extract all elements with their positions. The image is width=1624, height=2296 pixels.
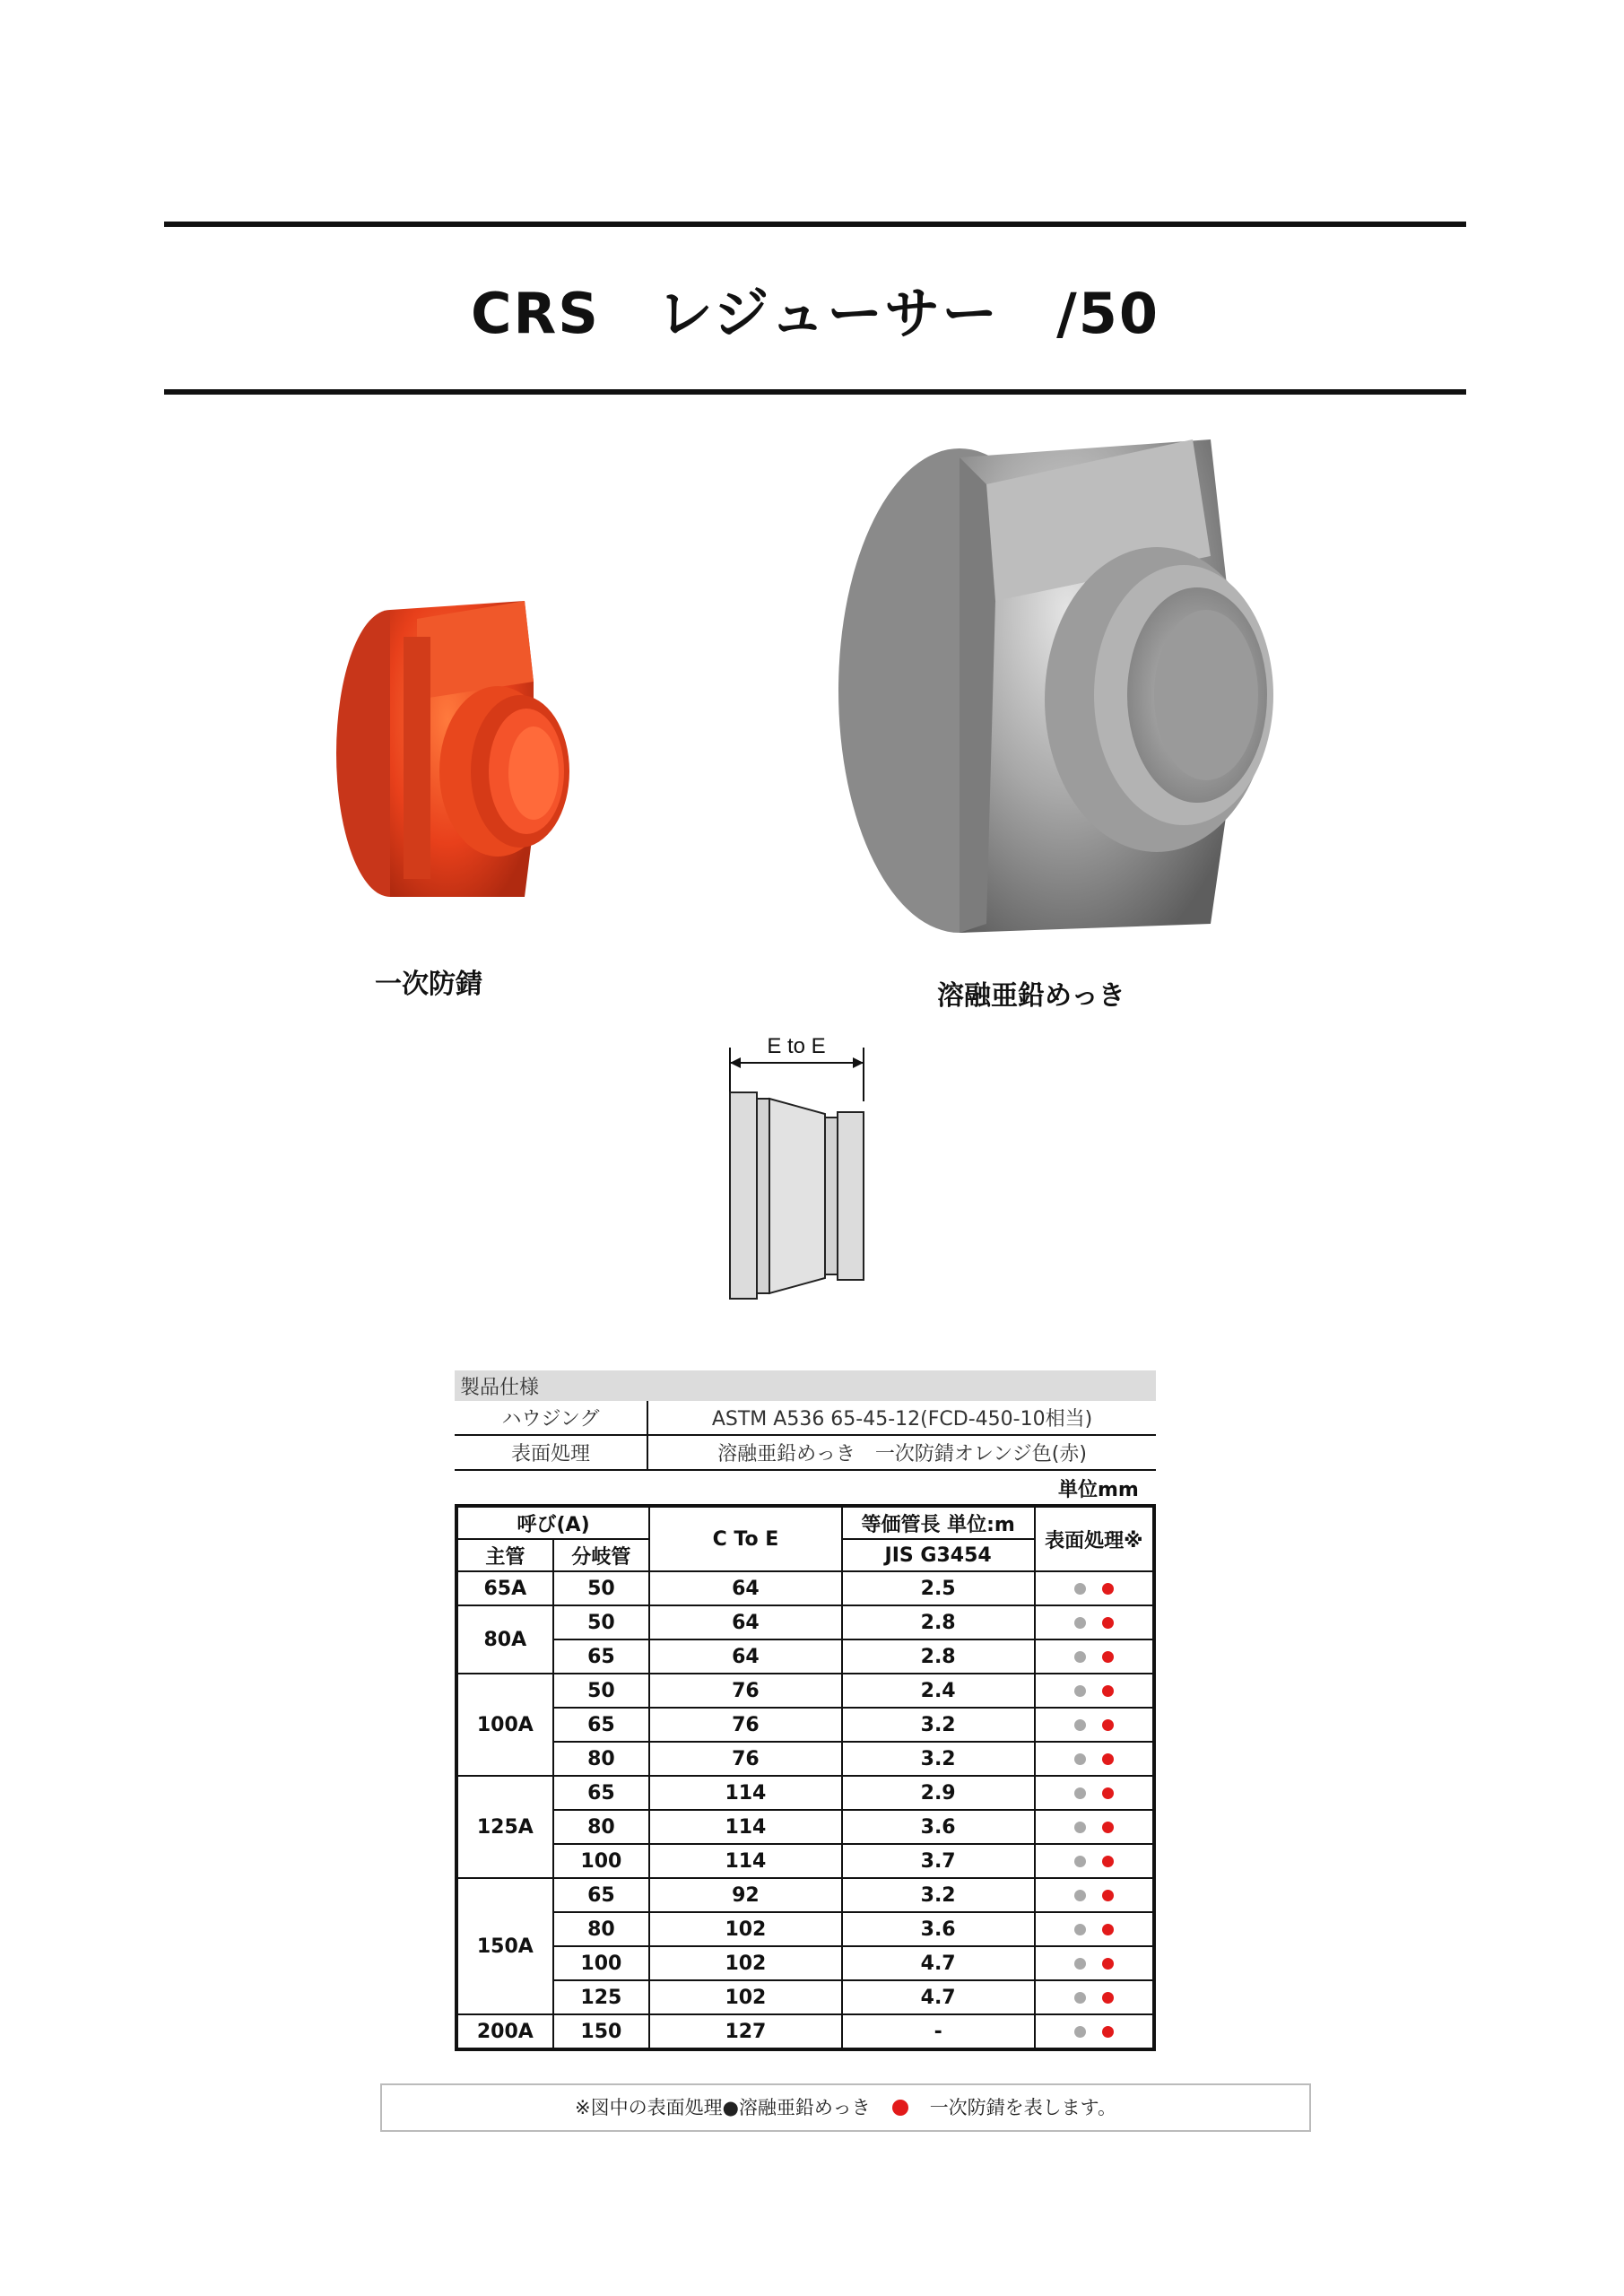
branch-pipe-cell: 65	[553, 1639, 649, 1674]
gray-dot-icon	[1074, 1753, 1086, 1765]
red-dot-icon	[1102, 1822, 1114, 1833]
nominal-header: 呼び(A)	[456, 1506, 649, 1539]
c-to-e-cell: 76	[649, 1674, 842, 1708]
surface-cell	[1035, 1605, 1154, 1639]
table-row	[456, 1912, 1154, 1946]
table-row	[456, 1844, 1154, 1878]
gray-dot-icon	[1074, 1958, 1086, 1970]
gray-dot-icon	[1074, 1719, 1086, 1731]
surface-footnote	[380, 2083, 1311, 2132]
c-to-e-cell: 114	[649, 1776, 842, 1810]
equiv-length-cell: -	[842, 2014, 1035, 2049]
surface-cell	[1035, 2014, 1154, 2049]
equiv-length-cell: 2.8	[842, 1605, 1035, 1639]
table-row	[456, 1571, 1154, 1605]
surface-cell	[1035, 1844, 1154, 1878]
branch-pipe-cell: 100	[553, 1844, 649, 1878]
red-dot-icon	[1102, 1651, 1114, 1663]
equiv-length-cell: 3.2	[842, 1878, 1035, 1912]
c-to-e-cell: 76	[649, 1742, 842, 1776]
title-rule-bottom	[164, 389, 1466, 395]
table-row	[456, 1708, 1154, 1742]
c-to-e-cell: 114	[649, 1844, 842, 1878]
table-row	[456, 1810, 1154, 1844]
surface-cell	[1035, 1912, 1154, 1946]
red-dot-icon	[1102, 1787, 1114, 1799]
table-row	[456, 1605, 1154, 1639]
equiv-length-cell: 3.2	[842, 1708, 1035, 1742]
branch-pipe-cell: 125	[553, 1980, 649, 2014]
c-to-e-cell: 114	[649, 1810, 842, 1844]
e-to-e-label: E to E	[767, 1034, 826, 1058]
c-to-e-cell: 102	[649, 1946, 842, 1980]
branch-pipe-cell: 80	[553, 1742, 649, 1776]
footnote-text-1: ※図中の表面処理●溶融亜鉛めっき	[574, 2097, 871, 2118]
equiv-length-cell: 2.8	[842, 1639, 1035, 1674]
red-dot-icon	[1102, 1617, 1114, 1629]
main-pipe-cell: 125A	[456, 1776, 553, 1878]
product-spec-table	[455, 1370, 1156, 1471]
surface-cell	[1035, 1878, 1154, 1912]
gray-dot-icon	[1074, 1992, 1086, 2004]
red-dot-icon	[1102, 1992, 1114, 2004]
surface-cell	[1035, 1674, 1154, 1708]
main-pipe-cell: 80A	[456, 1605, 553, 1674]
branch-pipe-cell: 65	[553, 1708, 649, 1742]
gray-dot-icon	[1074, 1856, 1086, 1867]
equiv-length-cell: 4.7	[842, 1946, 1035, 1980]
red-dot-icon	[1102, 1856, 1114, 1867]
equiv-length-cell: 3.6	[842, 1810, 1035, 1844]
c-to-e-cell: 127	[649, 2014, 842, 2049]
title-rule-top	[164, 222, 1466, 227]
red-dot-icon	[892, 2100, 908, 2116]
red-dot-icon	[1102, 1685, 1114, 1697]
branch-pipe-cell: 80	[553, 1912, 649, 1946]
branch-pipe-cell: 50	[553, 1571, 649, 1605]
equiv-length-header: 等価管長 単位:m	[842, 1506, 1035, 1539]
gray-dot-icon	[1074, 1685, 1086, 1697]
jis-header: JIS G3454	[842, 1539, 1035, 1571]
surface-cell	[1035, 1776, 1154, 1810]
gray-dot-icon	[1074, 1787, 1086, 1799]
main-pipe-cell: 100A	[456, 1674, 553, 1776]
red-dot-icon	[1102, 2026, 1114, 2038]
spec-value: 溶融亜鉛めっき 一次防錆オレンジ色(赤)	[647, 1435, 1156, 1470]
surface-cell	[1035, 1571, 1154, 1605]
table-row	[456, 1980, 1154, 2014]
main-pipe-cell: 150A	[456, 1878, 553, 2014]
table-row	[456, 1639, 1154, 1674]
gray-dot-icon	[1074, 1890, 1086, 1901]
gray-dot-icon	[1074, 1924, 1086, 1935]
gray-dot-icon	[1074, 1651, 1086, 1663]
spec-key: 表面処理	[455, 1435, 647, 1470]
footnote-text-2: 一次防錆を表します。	[929, 2097, 1117, 2118]
c-to-e-cell: 92	[649, 1878, 842, 1912]
branch-pipe-cell: 65	[553, 1878, 649, 1912]
spec-value: ASTM A536 65-45-12(FCD-450-10相当)	[647, 1401, 1156, 1435]
dimension-diagram	[717, 1031, 888, 1313]
c-to-e-cell: 64	[649, 1571, 842, 1605]
branch-pipe-cell: 150	[553, 2014, 649, 2049]
page-title: CRS レジューサー /50	[470, 281, 1160, 346]
branch-pipe-cell: 80	[553, 1810, 649, 1844]
branch-pipe-cell: 50	[553, 1605, 649, 1639]
surface-cell	[1035, 1810, 1154, 1844]
c-to-e-header: C To E	[649, 1506, 842, 1571]
spec-key: ハウジング	[455, 1401, 647, 1435]
branch-pipe-cell: 100	[553, 1946, 649, 1980]
red-dot-icon	[1102, 1583, 1114, 1595]
c-to-e-cell: 64	[649, 1639, 842, 1674]
branch-pipe-cell: 50	[553, 1674, 649, 1708]
surface-cell	[1035, 1946, 1154, 1980]
gray-dot-icon	[1074, 2026, 1086, 2038]
size-table	[455, 1504, 1156, 2051]
surface-cell	[1035, 1980, 1154, 2014]
equiv-length-cell: 4.7	[842, 1980, 1035, 2014]
surface-cell	[1035, 1639, 1154, 1674]
gray-dot-icon	[1074, 1822, 1086, 1833]
equiv-length-cell: 3.6	[842, 1912, 1035, 1946]
branch-pipe-cell: 65	[553, 1776, 649, 1810]
equiv-length-cell: 2.9	[842, 1776, 1035, 1810]
gray-dot-icon	[1074, 1583, 1086, 1595]
red-dot-icon	[1102, 1958, 1114, 1970]
size-table-body	[456, 1571, 1154, 2049]
red-dot-icon	[1102, 1753, 1114, 1765]
main-pipe-cell: 65A	[456, 1571, 553, 1605]
red-dot-icon	[1102, 1719, 1114, 1731]
table-row	[456, 1776, 1154, 1810]
gray-dot-icon	[1074, 1617, 1086, 1629]
primer-coated-reducer-image	[318, 583, 605, 918]
equiv-length-cell: 2.4	[842, 1674, 1035, 1708]
table-row	[456, 1878, 1154, 1912]
surface-cell	[1035, 1708, 1154, 1742]
red-dot-icon	[1102, 1890, 1114, 1901]
main-pipe-cell: 200A	[456, 2014, 553, 2049]
spec-heading: 製品仕様	[455, 1370, 1156, 1401]
red-dot-icon	[1102, 1924, 1114, 1935]
table-row	[456, 2014, 1154, 2049]
table-row	[456, 1946, 1154, 1980]
surface-cell	[1035, 1742, 1154, 1776]
galvanized-reducer-image	[834, 422, 1300, 954]
c-to-e-cell: 76	[649, 1708, 842, 1742]
unit-label: 単位mm	[1058, 1479, 1139, 1501]
c-to-e-cell: 64	[649, 1605, 842, 1639]
galvanized-caption: 溶融亜鉛めっき	[937, 980, 1125, 1012]
main-pipe-header: 主管	[456, 1539, 553, 1571]
branch-pipe-header: 分岐管	[553, 1539, 649, 1571]
equiv-length-cell: 3.7	[842, 1844, 1035, 1878]
primer-caption: 一次防錆	[375, 969, 482, 1000]
c-to-e-cell: 102	[649, 1980, 842, 2014]
equiv-length-cell: 3.2	[842, 1742, 1035, 1776]
c-to-e-cell: 102	[649, 1912, 842, 1946]
equiv-length-cell: 2.5	[842, 1571, 1035, 1605]
table-row	[456, 1742, 1154, 1776]
surface-header: 表面処理※	[1035, 1506, 1154, 1571]
table-row	[456, 1674, 1154, 1708]
